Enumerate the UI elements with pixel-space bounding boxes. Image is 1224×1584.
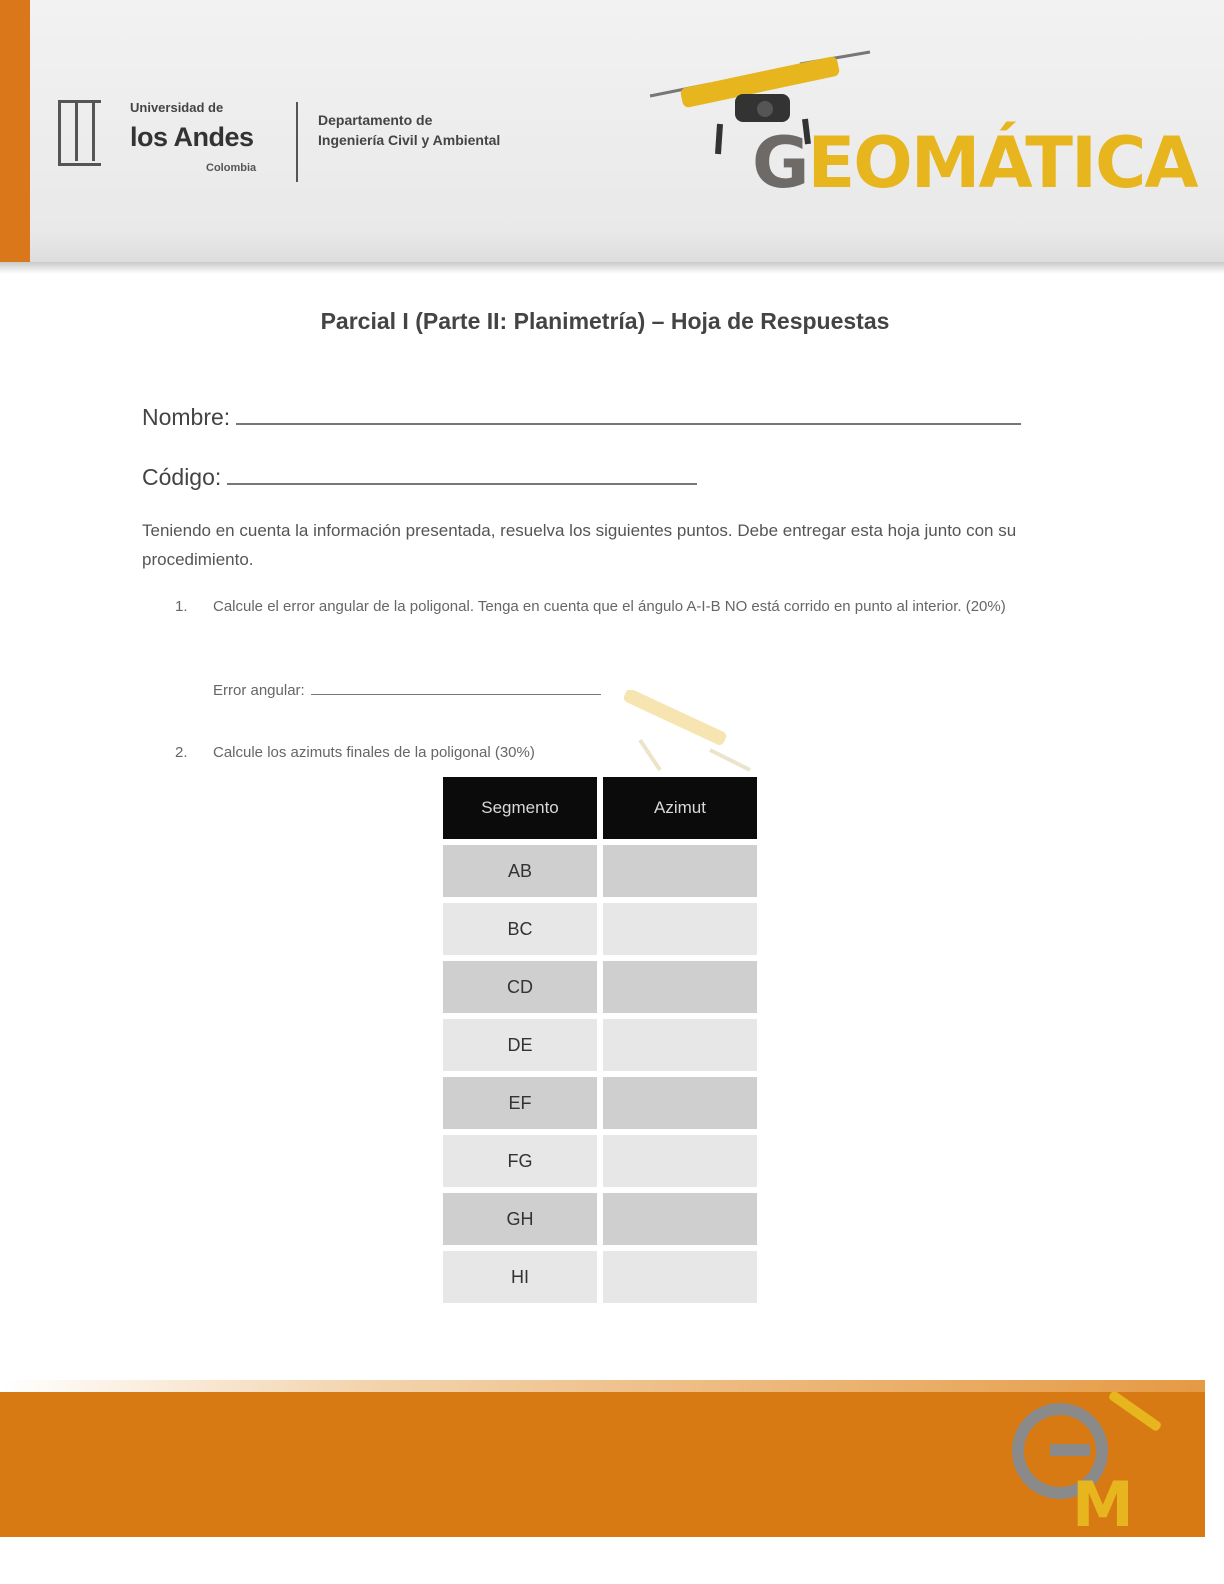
segment-cell: EF	[443, 1077, 597, 1129]
table-row	[443, 1135, 757, 1187]
segment-cell: CD	[443, 961, 597, 1013]
azimuth-cell[interactable]	[603, 1019, 757, 1071]
header-shadow	[0, 262, 1224, 274]
table-row	[443, 961, 757, 1013]
angular-error-answer-line[interactable]	[311, 680, 601, 695]
department-name	[318, 110, 500, 150]
segment-cell: AB	[443, 845, 597, 897]
geomatica-brand-title	[752, 122, 1197, 204]
department-line1: Departamento de	[318, 112, 433, 128]
department-line2: Ingeniería Civil y Ambiental	[318, 132, 501, 148]
university-emblem-icon	[58, 100, 101, 166]
footer-logo-letter: M	[1072, 1468, 1134, 1536]
header-accent-bar	[0, 0, 30, 268]
question-1-text: Calcule el error angular de la poligonal. Tenga en cuenta que el ángulo A-I-B NO está corrido en punto al interior. (20%)	[213, 598, 1006, 615]
angular-error-label: Error angular:	[213, 682, 305, 699]
table-header-row	[443, 777, 757, 839]
brand-rest: EOMÁTICA	[807, 122, 1197, 204]
segment-cell: BC	[443, 903, 597, 955]
azimuth-cell[interactable]	[603, 903, 757, 955]
table-row	[443, 845, 757, 897]
azimuth-cell[interactable]	[603, 961, 757, 1013]
azimuth-cell[interactable]	[603, 1251, 757, 1303]
code-field-row	[142, 464, 697, 491]
table-row	[443, 1251, 757, 1303]
university-name-line2: los Andes	[130, 122, 254, 152]
name-answer-line[interactable]	[236, 405, 1021, 425]
azimuth-cell[interactable]	[603, 1193, 757, 1245]
watermark-drone-icon	[600, 690, 770, 780]
university-name-line1: Universidad de	[130, 100, 224, 115]
university-logo	[58, 96, 288, 186]
azimuth-cell[interactable]	[603, 1135, 757, 1187]
document-title: Parcial I (Parte II: Planimetría) – Hoja de Respuestas	[320, 308, 890, 334]
table-row	[443, 1019, 757, 1071]
segment-cell: HI	[443, 1251, 597, 1303]
question-2-text: Calcule los azimuts finales de la poligonal (30%)	[213, 744, 535, 761]
azimuth-cell[interactable]	[603, 845, 757, 897]
code-label: Código:	[142, 464, 222, 490]
name-label: Nombre:	[142, 404, 231, 430]
column-header-azimuth: Azimut	[603, 777, 757, 839]
segment-cell: GH	[443, 1193, 597, 1245]
column-header-segment: Segmento	[443, 777, 597, 839]
angular-error-field	[213, 680, 601, 699]
university-name-line3: Colombia	[206, 162, 257, 174]
segment-cell: FG	[443, 1135, 597, 1187]
brand-prefix: G	[752, 122, 808, 204]
instructions-paragraph: Teniendo en cuenta la información presentada, resuelva los siguientes puntos. Debe entregar esta hoja junto con su procedimiento.	[142, 521, 1017, 569]
azimuth-cell[interactable]	[603, 1077, 757, 1129]
code-answer-line[interactable]	[227, 465, 697, 485]
question-2-number: 2.	[175, 744, 188, 761]
logo-divider	[296, 102, 298, 182]
question-1-number: 1.	[175, 598, 188, 615]
table-row	[443, 903, 757, 955]
azimuth-table	[437, 771, 763, 1309]
table-row	[443, 1077, 757, 1129]
name-field-row	[142, 404, 1021, 431]
segment-cell: DE	[443, 1019, 597, 1071]
footer-geomatica-logo-icon	[1010, 1386, 1180, 1536]
table-row	[443, 1193, 757, 1245]
